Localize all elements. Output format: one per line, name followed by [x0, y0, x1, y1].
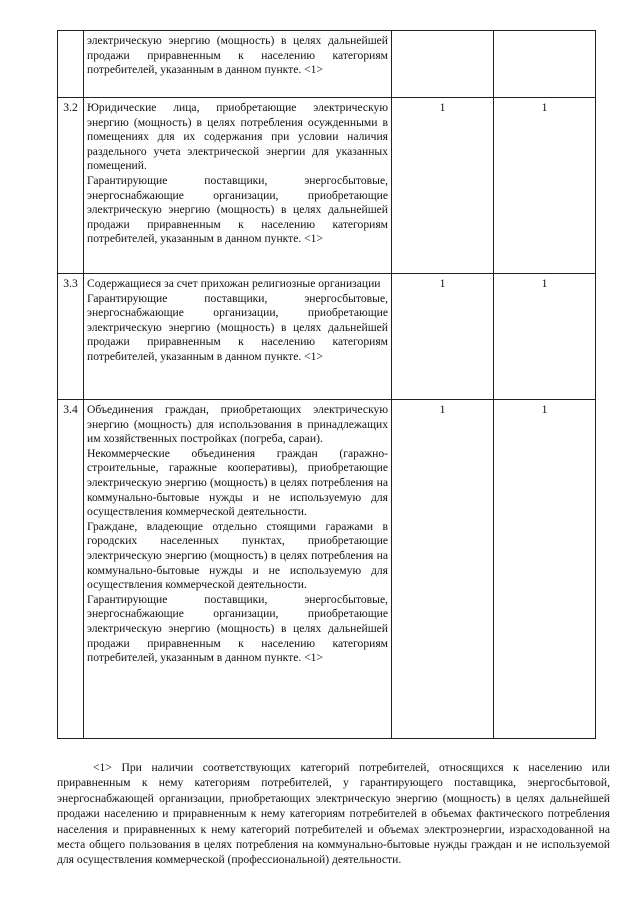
table-row — [58, 274, 596, 400]
row-description — [84, 31, 392, 98]
row-number — [58, 31, 84, 98]
row-paragraph: электрическую энергию (мощность) в целях дальнейшей продажи приравненным к населению категориям потребителей, указанным в данном пункте. <1> — [87, 34, 388, 77]
row-number: 3.3 — [58, 274, 84, 400]
value-cell-2: 1 — [494, 98, 596, 274]
value-cell-1: 1 — [392, 98, 494, 274]
row-paragraph: Некоммерческие объединения граждан (гаражно-строительные, гаражные кооперативы), приобретающие электрическую энергию (мощность) в целях потребления на коммунально-бытовые нужды и не используемую для осуществления коммерческой деятельности. — [87, 446, 388, 519]
row-paragraph: Гарантирующие поставщики, энергосбытовые, энергоснабжающие организации, приобретающие электрическую энергию (мощность) в целях дальнейшей продажи приравненным к населению категориям потребителей, указанным в данном пункте. <1> — [87, 291, 388, 363]
value-cell-1: 1 — [392, 274, 494, 400]
row-paragraph: Граждане, владеющие отдельно стоящими гаражами в городских населенных пунктах, приобретающие электрическую энергию (мощность) в целях потребления на коммунально-бытовые нужды и не используемую для осуществления коммерческой деятельности. — [87, 519, 388, 592]
row-number: 3.2 — [58, 98, 84, 274]
row-number: 3.4 — [58, 400, 84, 739]
value-cell-2 — [494, 31, 596, 98]
value-cell-2: 1 — [494, 400, 596, 739]
table-row — [58, 98, 596, 274]
value-cell-2: 1 — [494, 274, 596, 400]
row-paragraph: Гарантирующие поставщики, энергосбытовые, энергоснабжающие организации, приобретающие электрическую энергию (мощность) в целях дальнейшей продажи приравненным к населению категориям потребителей, указанным в данном пункте. <1> — [87, 173, 388, 246]
row-description — [84, 274, 392, 400]
footnote: <1> При наличии соответствующих категорий потребителей, относящихся к населению или приравненным к нему категориям потребителей, у гарантирующего поставщика, энергосбытовой, энергоснабжающей организации, приобретающих электрическую энергию (мощность) в целях дальнейшей продажи населению и приравненным к нему категориям потребителей в объемах фактического потребления населения и приравненных к нему категорий потребителей и объемах электроэнергии, израсходованной на места общего пользования в целях потребления на коммунально-бытовые нужды граждан и не используемой для осуществления коммерческой (профессиональной) деятельности. — [57, 761, 610, 867]
row-paragraph: Содержащиеся за счет прихожан религиозные организации — [87, 277, 381, 290]
table-row — [58, 400, 596, 739]
table-row — [58, 31, 596, 98]
row-paragraph: Объединения граждан, приобретающих электрическую энергию (мощность) для использования в принадлежащих им хозяйственных постройках (погреба, сараи). — [87, 403, 388, 446]
row-description — [84, 400, 392, 739]
value-cell-1 — [392, 31, 494, 98]
row-paragraph: Юридические лица, приобретающие электрическую энергию (мощность) в целях потребления осужденными в помещениях для их содержания при условии наличия раздельного учета электрической энергии для указанных помещений. — [87, 101, 388, 173]
value-cell-1: 1 — [392, 400, 494, 739]
row-paragraph: Гарантирующие поставщики, энергосбытовые, энергоснабжающие организации, приобретающие электрическую энергию (мощность) в целях дальнейшей продажи приравненным к населению категориям потребителей, указанным в данном пункте. <1> — [87, 592, 388, 665]
row-description — [84, 98, 392, 274]
tariff-table — [57, 30, 596, 739]
